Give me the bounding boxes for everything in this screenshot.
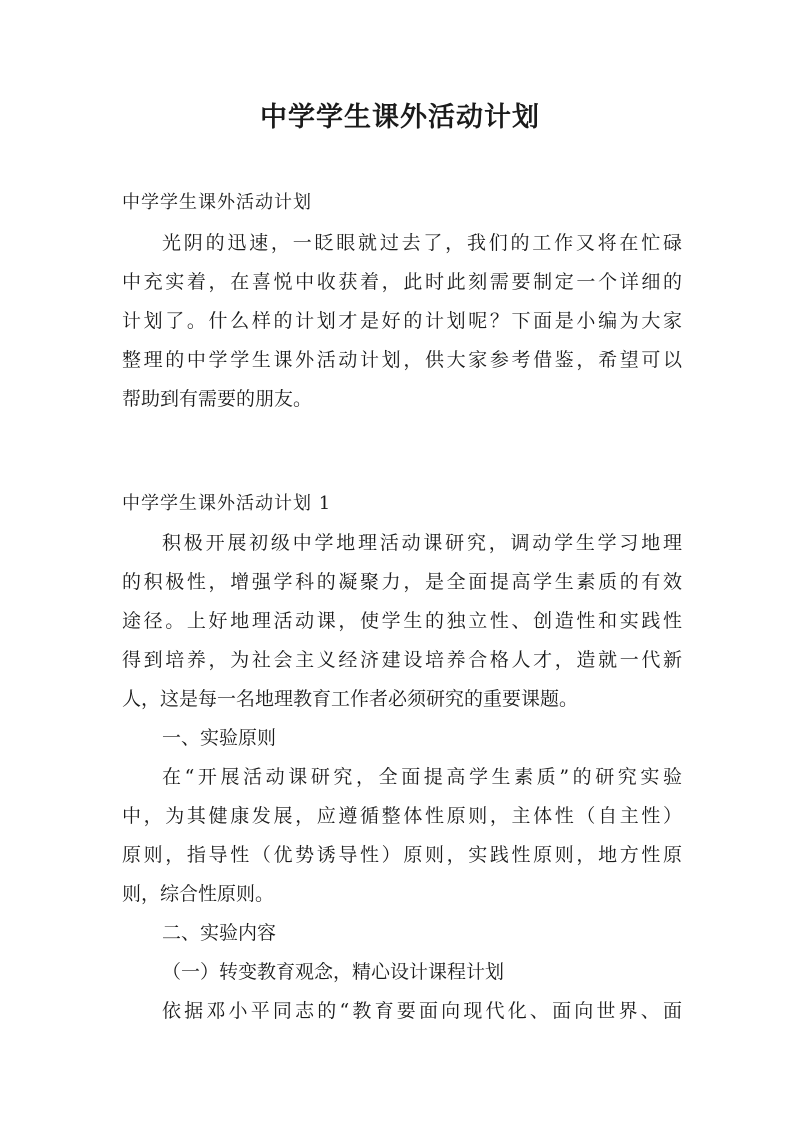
principles-line: 则，综合性原则。 [122, 883, 275, 905]
principles-line: 中，为其健康发展，应遵循整体性原则，主体性（自主性） [122, 805, 682, 827]
section1-paragraph-line: 得到培养，为社会主义经济建设培养合格人才，造就一代新 [122, 649, 682, 671]
intro-paragraph-line: 中充实着，在喜悦中收获着，此时此刻需要制定一个详细的 [122, 271, 682, 293]
principles-line: 在“开展活动课研究，全面提高学生素质”的研究实验 [162, 766, 682, 788]
content-subheading: （一）转变教育观念，精心设计课程计划 [162, 961, 505, 983]
intro-paragraph-line: 整理的中学学生课外活动计划，供大家参考借鉴，希望可以 [122, 349, 682, 371]
intro-paragraph-line: 计划了。什么样的计划才是好的计划呢？下面是小编为大家 [122, 310, 682, 332]
section1-paragraph-line: 积极开展初级中学地理活动课研究，调动学生学习地理 [162, 532, 682, 554]
intro-paragraph-line: 帮助到有需要的朋友。 [122, 388, 313, 410]
section1-paragraph-line: 的积极性，增强学科的凝聚力，是全面提高学生素质的有效 [122, 571, 682, 593]
heading-content: 二、实验内容 [162, 922, 277, 944]
intro-paragraph-line: 光阴的迅速，一眨眼就过去了，我们的工作又将在忙碌 [162, 232, 682, 254]
heading-principles: 一、实验原则 [162, 727, 277, 749]
section1-subheading: 中学学生课外活动计划 1 [122, 493, 332, 514]
section1-paragraph-line: 途径。上好地理活动课，使学生的独立性、创造性和实践性 [122, 610, 682, 632]
document-title: 中学学生课外活动计划 [260, 102, 540, 133]
intro-subheading: 中学学生课外活动计划 [122, 192, 312, 213]
section1-paragraph-line: 人，这是每一名地理教育工作者必须研究的重要课题。 [122, 688, 579, 710]
principles-line: 原则，指导性（优势诱导性）原则，实践性原则，地方性原 [122, 844, 682, 866]
content-line: 依据邓小平同志的“教育要面向现代化、面向世界、面 [162, 1000, 682, 1022]
